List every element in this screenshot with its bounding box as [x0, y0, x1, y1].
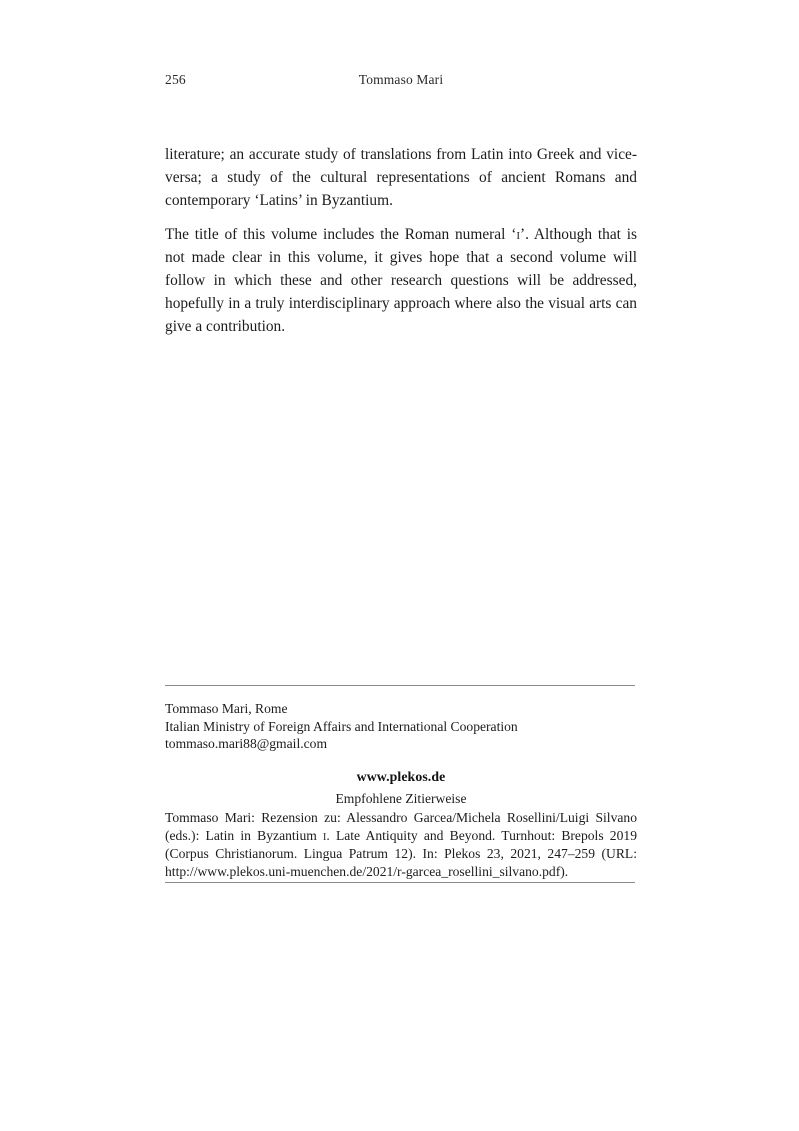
footer-rule-top: [165, 685, 635, 686]
author-institution: Italian Ministry of Foreign Affairs and International Cooperation: [165, 718, 518, 734]
author-email[interactable]: tommaso.mari88@gmail.com: [165, 736, 328, 752]
journal-website[interactable]: www.plekos.de: [356, 769, 446, 784]
citation-heading: Empfohlene Zitierweise: [335, 791, 467, 806]
recommended-citation: [165, 809, 637, 880]
author-name-location: Tommaso Mari, Rome: [165, 701, 288, 716]
citation-roman-numeral-one: i: [323, 828, 327, 844]
author-affiliation-block: [165, 700, 637, 753]
running-header: [165, 72, 637, 90]
paragraph-2-suffix: ’. Although that is not made clear in this volume, it gives hope that a second volume will follow in which these and other research questions will be addressed, hopefully in a truly interdisciplinary approach where also the visual arts can give a contribution.: [165, 225, 637, 336]
paragraph-2: [165, 223, 637, 339]
body-text: [165, 143, 637, 339]
roman-numeral-one: i: [516, 225, 520, 243]
paragraph-1: literature; an accurate study of translations from Latin into Greek and vice-versa; a study of the cultural representations of ancient Romans and contemporary ‘Latins’ in Byzantium.: [165, 146, 637, 210]
citation-part-1: Tommaso Mari: Rezension zu: Alessandro Garcea/Michela Rosellini/Luigi Silvano (eds.): Latin in Byzantium: [165, 810, 637, 843]
footer-rule-bottom: [165, 882, 635, 883]
paragraph-2-prefix: The title of this volume includes the Roman numeral ‘: [165, 225, 517, 243]
page-number: 256: [165, 72, 186, 87]
running-title: Tommaso Mari: [358, 72, 444, 87]
citation-part-2: . Late Antiquity and Beyond. Turnhout: Brepols 2019 (Corpus Christianorum. Lingua Patrum 12). In: Plekos 23, 2021, 247–259 (URL: http://www.plekos.uni-muenchen.de/2021/r-garcea_rosellini_silvano.pdf).: [165, 827, 637, 879]
